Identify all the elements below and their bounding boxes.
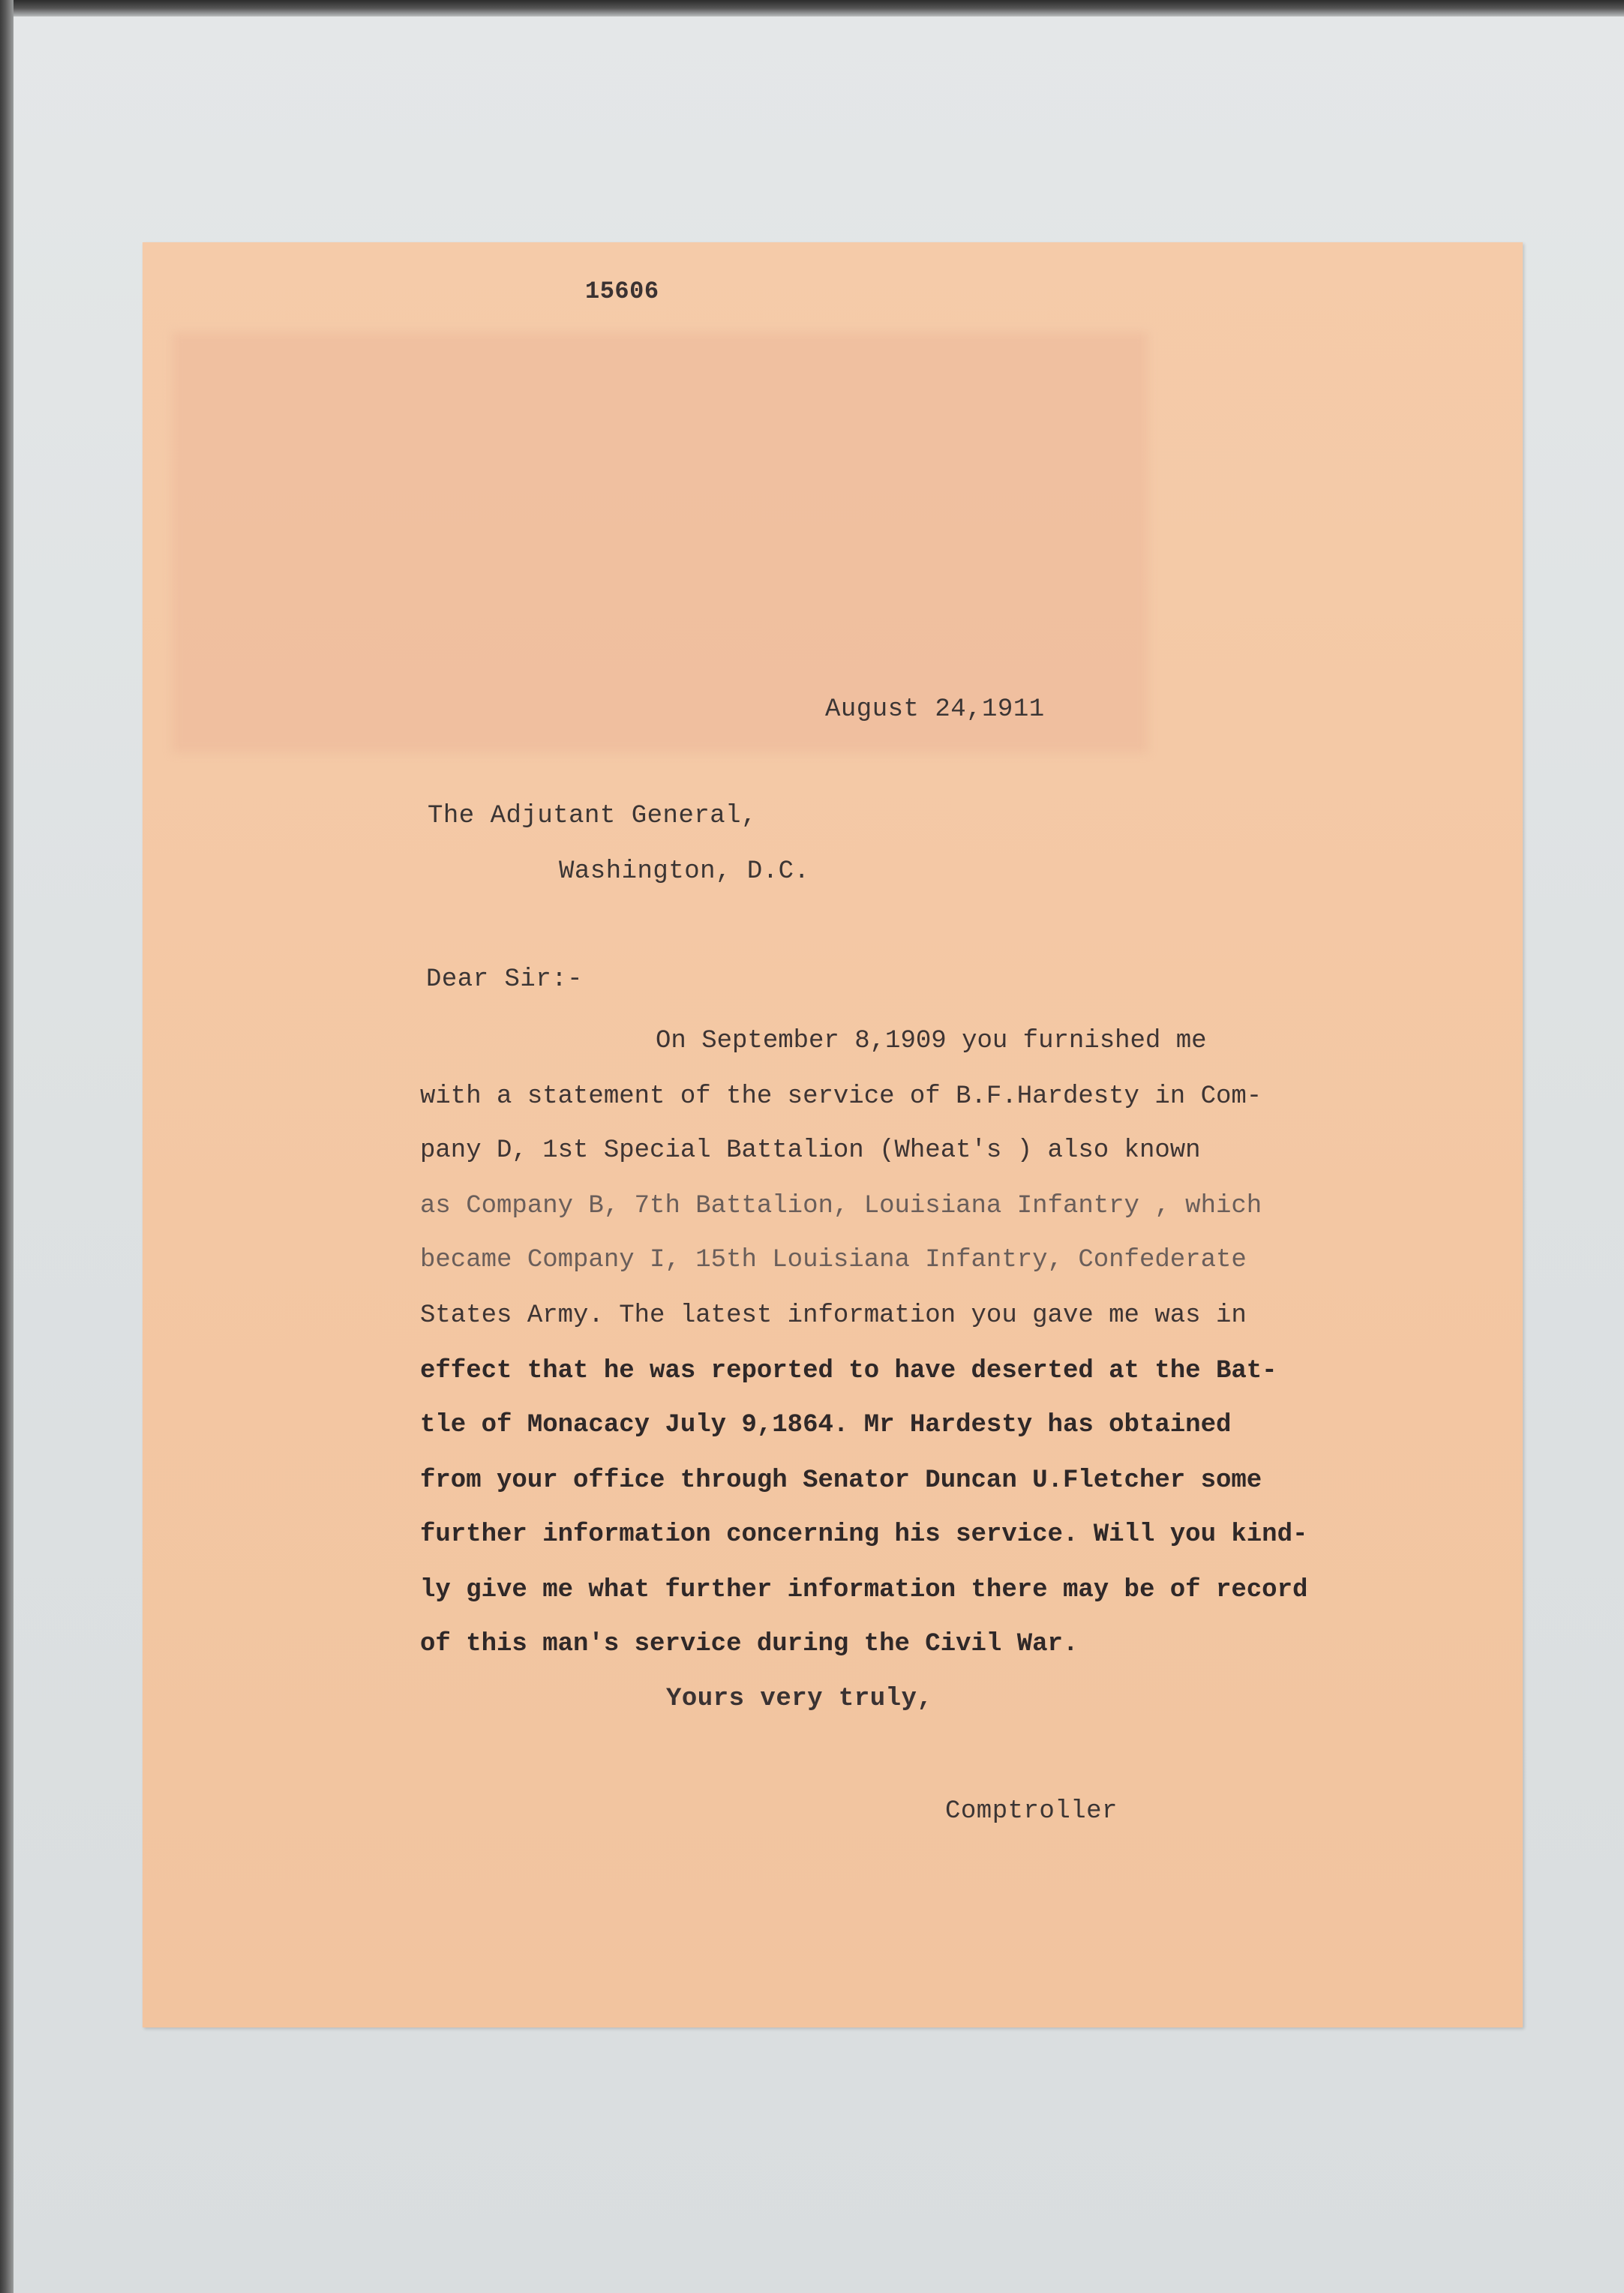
letter-page [143, 242, 1523, 2027]
addressee-line-2: Washington, D.C. [559, 857, 810, 886]
salutation: Dear Sir:- [426, 965, 584, 994]
body-line-12: of this man's service during the Civil War. [420, 1630, 1079, 1658]
closing: Yours very truly, [666, 1685, 933, 1713]
body-line-9: from your office through Senator Duncan U.Fletcher some [420, 1466, 1262, 1495]
body-line-7: effect that he was reported to have deserted at the Bat- [420, 1357, 1277, 1385]
file-number: 15606 [585, 278, 659, 305]
signature-title: Comptroller [945, 1797, 1118, 1826]
body-line-10: further information concerning his service. Will you kind- [420, 1520, 1308, 1549]
body-line-4: as Company B, 7th Battalion, Louisiana Infantry , which [420, 1192, 1262, 1220]
body-line-6: States Army. The latest information you gave me was in [420, 1301, 1247, 1330]
body-line-8: tle of Monacacy July 9,1864. Mr Hardesty has obtained [420, 1411, 1232, 1439]
body-line-5: became Company I, 15th Louisiana Infantry, Confederate [420, 1246, 1247, 1274]
scan-top-edge [0, 0, 1624, 17]
faded-letterhead-area [173, 332, 1148, 752]
body-line-1: On September 8,1909 you furnished me [656, 1027, 1207, 1055]
letter-date: August 24,1911 [825, 695, 1045, 724]
body-line-11: ly give me what further information there may be of record [420, 1576, 1308, 1604]
body-line-2: with a statement of the service of B.F.Hardesty in Com- [420, 1082, 1262, 1111]
scan-left-edge [0, 0, 14, 2293]
addressee-line-1: The Adjutant General, [428, 802, 757, 830]
body-line-3: pany D, 1st Special Battalion (Wheat's ) also known [420, 1136, 1201, 1165]
